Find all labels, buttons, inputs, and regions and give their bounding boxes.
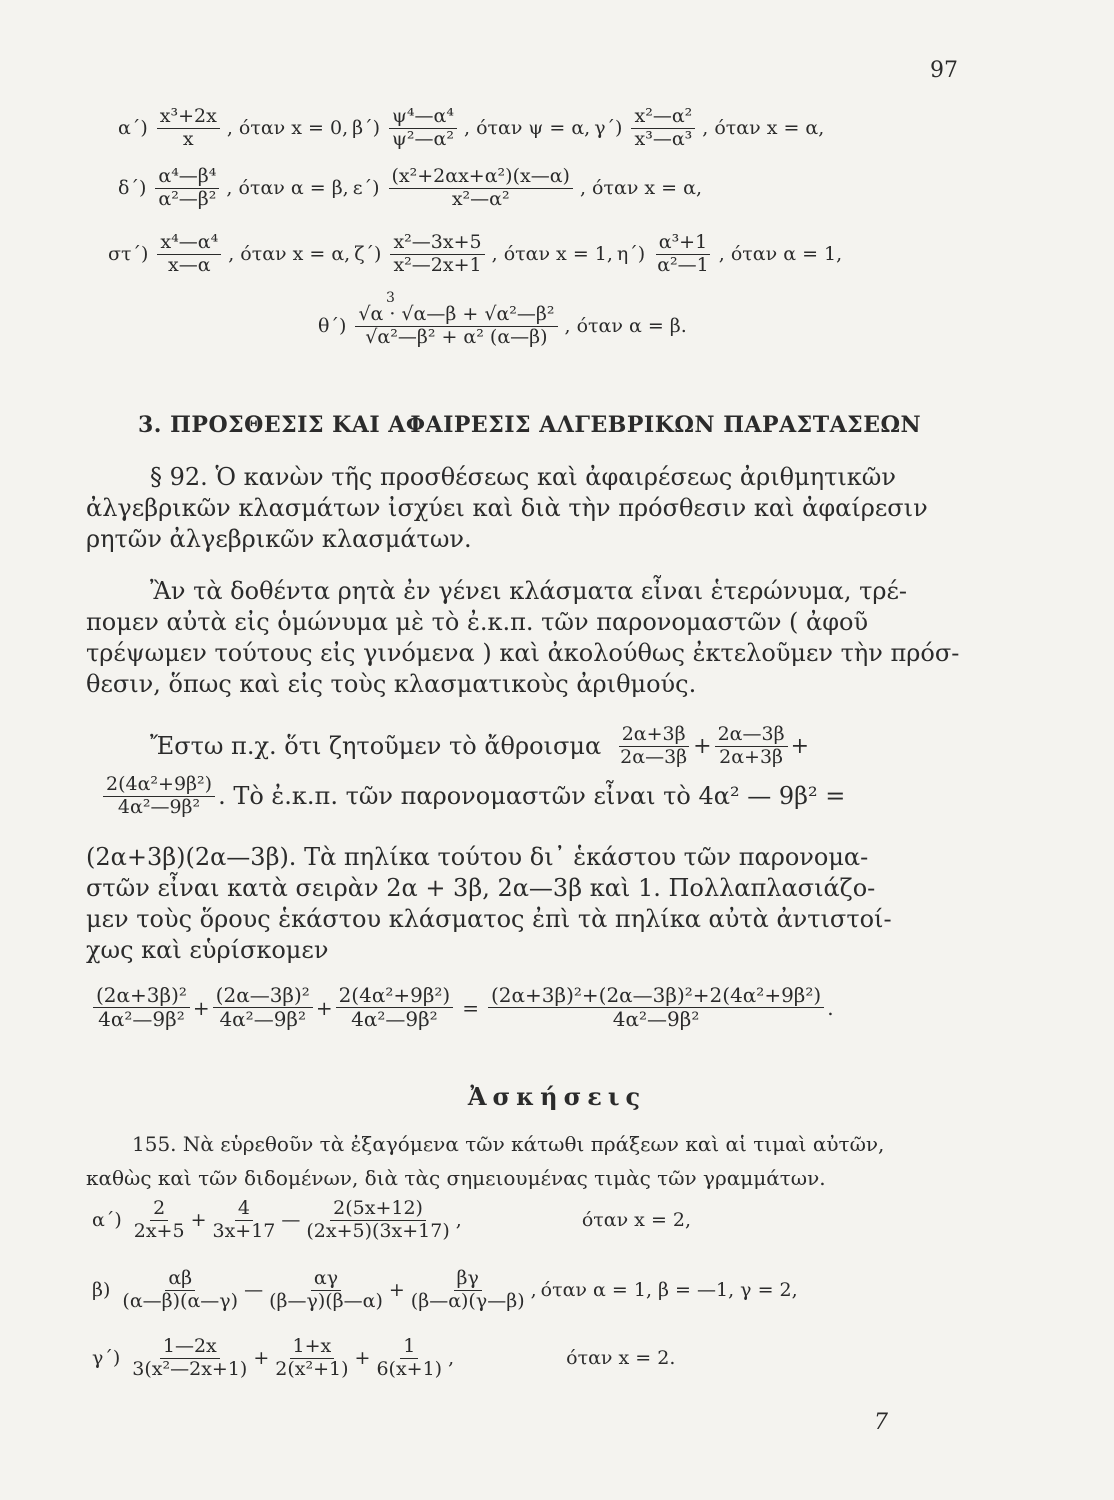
exercise-155-b: β) $\frac{\alpha\beta}{(\alpha—\beta)(\alpha—\gamma)}$ — $\frac{\alpha\gamma}{(\beta—\gamma)(\beta—\alpha)}$ + $\frac{\beta\gamma}{(\beta—\alpha)(\gamma—\beta)}$ , όταν α = 1, β = —1, γ = 2, bbox=[92, 1267, 798, 1312]
exercise-155-c: γ΄) $\frac{1—2x}{\text{3(x²—2x+1)}}$ + $\frac{1+x}{\text{2(x²+1)}}$ + $\frac{1}{6(x+1)}$ , όταν x = 2. bbox=[92, 1335, 676, 1380]
fraction-h: $\frac{\text{α³+1}}{\text{α²—1}}$ bbox=[657, 231, 709, 276]
ex-c-fraction-1: $\frac{1—2x}{\text{3(x²—2x+1)}}$ bbox=[132, 1335, 248, 1380]
exercise-155-line-2: καθὼς καὶ τῶν διδομένων, διὰ τὰς σημειουμένας τιμὰς τῶν γραμμάτων. bbox=[86, 1166, 826, 1190]
paragraph-line: χως καὶ εὑρίσκομεν bbox=[86, 936, 329, 964]
example-intro: Ἔστω π.χ. ὅτι ζητοῦμεν τὸ ἄθροισμα bbox=[150, 732, 602, 761]
example-result-equation: $\frac{\text{(2α+3β)²}}{\text{4α²—9β²}}$ + $\frac{\text{(2α—3β)²}}{\text{4α²—9β²}}$ + $\frac{\text{2(4α²+9β²)}}{\text{4α²—9β²}}$ = $\frac{\text{(2α+3β)²+(2α—3β)²+2(4α²+9β²)}}{\text{4α²—9β²}}$ . bbox=[90, 984, 834, 1031]
fraction-g: $\frac{\text{x²—3x+5}}{\text{x²—2x+1}}$ bbox=[390, 232, 484, 277]
label-g: ζ΄) bbox=[354, 243, 382, 266]
label-e: ε΄) bbox=[352, 177, 380, 200]
condition-i: , όταν α = β. bbox=[564, 315, 687, 338]
ex-c-condition: όταν x = 2. bbox=[566, 1347, 676, 1370]
paragraph-line: ἀλγεβρικῶν κλασμάτων ἰσχύει καὶ διὰ τὴν πρόσθεσιν καὶ ἀφαίρεσιν bbox=[86, 494, 928, 522]
condition-c: , όταν x = α, bbox=[702, 117, 825, 140]
paragraph-line: θεσιν, ὅπως καὶ εἰς τοὺς κλασματικοὺς ἀριθμούς. bbox=[86, 670, 697, 698]
paragraph-line: Ἂν τὰ δοθέντα ρητὰ ἐν γένει κλάσματα εἶναι ἑτερώνυμα, τρέ- bbox=[150, 577, 908, 605]
label-b: β΄) bbox=[352, 117, 381, 140]
result-fraction-3: $\frac{\text{2(4α²+9β²)}}{\text{4α²—9β²}}$ bbox=[336, 984, 454, 1031]
condition-g: , όταν x = 1, bbox=[491, 243, 613, 266]
fraction-e: $\frac{\text{(x²+2αx+α²)(x—α)}}{\text{x²—α²}}$ bbox=[389, 166, 573, 211]
paragraph-rule bbox=[86, 576, 966, 700]
condition-h: , όταν α = 1, bbox=[718, 243, 843, 266]
footer-mark: 7 bbox=[874, 1410, 888, 1435]
ex-c-fraction-2: $\frac{1+x}{\text{2(x²+1)}}$ bbox=[275, 1335, 349, 1380]
fraction-c: $\frac{\text{x²—α²}}{\text{x³—α³}}$ bbox=[631, 106, 695, 151]
section-heading: 3. ΠΡΟΣΘΕΣΙΣ ΚΑΙ ΑΦΑΙΡΕΣΙΣ ΑΛΓΕΒΡΙΚΩΝ ΠΑΡΑΣΤΑΣΕΩΝ bbox=[138, 412, 922, 438]
label-a: α΄) bbox=[118, 117, 148, 140]
condition-e: , όταν x = α, bbox=[579, 177, 702, 200]
exercise-row-1 bbox=[118, 106, 828, 151]
paragraph-line: ρητῶν ἀλγεβρικῶν κλασμάτων. bbox=[86, 525, 472, 553]
ex-b-fraction-2: $\frac{\alpha\gamma}{(\beta—\gamma)(\beta—\alpha)}$ bbox=[269, 1267, 383, 1312]
example-fraction-2: $\frac{2\alpha—3\beta}{2\alpha+3\beta}$ bbox=[715, 724, 788, 769]
example-lcm-line bbox=[100, 774, 845, 819]
result-fraction-4: $\frac{\text{(2α+3β)²+(2α—3β)²+2(4α²+9β²)}}{\text{4α²—9β²}}$ bbox=[488, 984, 824, 1031]
exercise-155-line-1: 155. Νὰ εὑρεθοῦν τὰ ἐξαγόμενα τῶν κάτωθι πράξεων καὶ αἱ τιμαὶ αὐτῶν, bbox=[132, 1132, 885, 1156]
cube-root-index: 3 bbox=[386, 290, 395, 306]
ex-b-condition: όταν α = 1, β = —1, γ = 2, bbox=[540, 1279, 798, 1302]
condition-d: , όταν α = β, bbox=[226, 177, 349, 200]
label-155-a: α΄) bbox=[92, 1209, 122, 1232]
fraction-d: $\frac{\text{α⁴—β⁴}}{\text{α²—β²}}$ bbox=[155, 166, 219, 211]
exercise-row-4 bbox=[318, 304, 691, 349]
fraction-b: $\frac{\text{ψ⁴—α⁴}}{\text{ψ²—α²}}$ bbox=[389, 106, 457, 151]
example-fraction-3: $\frac{\text{2(4α²+9β²)}}{\text{4α²—9β²}}$ bbox=[103, 774, 215, 819]
paragraph-line: § 92. Ὁ κανὼν τῆς προσθέσεως καὶ ἀφαιρέσεως ἀριθμητικῶν bbox=[150, 463, 896, 491]
ex-a-condition: όταν x = 2, bbox=[581, 1209, 692, 1232]
condition-a: , όταν x = 0, bbox=[226, 117, 349, 140]
result-fraction-1: $\frac{\text{(2α+3β)²}}{\text{4α²—9β²}}$ bbox=[93, 984, 190, 1031]
exercise-row-3 bbox=[108, 232, 846, 277]
paragraph-line: μεν τοὺς ὅρους ἑκάστου κλάσματος ἐπὶ τὰ πηλίκα αὐτὰ ἀντιστοί- bbox=[86, 905, 892, 933]
example-fraction-1: $\frac{2\alpha+3\beta}{2\alpha—3\beta}$ bbox=[620, 723, 688, 768]
fraction-f: $\frac{\text{x⁴—α⁴}}{x—\alpha}$ bbox=[157, 232, 221, 277]
paragraph-line: πομεν αὐτὰ εἰς ὁμώνυμα μὲ τὸ ἐ.κ.π. τῶν παρονομαστῶν ( ἀφοῦ bbox=[86, 608, 869, 636]
ex-a-fraction-3: $\frac{2(5x+12)}{(2x+5)(3x+17)}$ bbox=[306, 1197, 450, 1242]
condition-b: , όταν ψ = α, bbox=[463, 117, 591, 140]
example-lcm-text: . Τὸ ἐ.κ.π. τῶν παρονομαστῶν εἶναι τὸ 4α² — 9β² = bbox=[218, 782, 846, 811]
page-number: 97 bbox=[930, 58, 958, 83]
fraction-i: $\frac{\text{√α · √α—β + √α²—β²}}{\text{√α²—β² + α² (α—β)}}$ bbox=[355, 304, 557, 349]
example-intro-line: Ἔστω π.χ. ὅτι ζητοῦμεν τὸ ἄθροισμα $\frac{2\alpha+3\beta}{2\alpha—3\beta}$ + $\frac{2\alpha—3\beta}{2\alpha+3\beta}$ + bbox=[150, 723, 810, 768]
label-f: στ΄) bbox=[108, 243, 149, 266]
ex-c-fraction-3: $\frac{1}{6(x+1)}$ bbox=[376, 1335, 443, 1380]
label-155-c: γ΄) bbox=[92, 1347, 121, 1370]
label-d: δ΄) bbox=[118, 177, 147, 200]
ex-a-fraction-2: $\frac{4}{3x+17}$ bbox=[212, 1197, 276, 1242]
exercises-title: Ἀσκήσεις bbox=[467, 1082, 647, 1111]
ex-a-fraction-1: $\frac{2}{2x+5}$ bbox=[133, 1197, 185, 1242]
result-fraction-2: $\frac{\text{(2α—3β)²}}{\text{4α²—9β²}}$ bbox=[213, 984, 313, 1031]
label-i: θ΄) bbox=[318, 315, 347, 338]
ex-b-fraction-1: $\frac{\alpha\beta}{(\alpha—\beta)(\alpha—\gamma)}$ bbox=[122, 1267, 239, 1312]
exercise-row-2 bbox=[118, 166, 706, 211]
condition-f: , όταν x = α, bbox=[228, 243, 351, 266]
example-continuation bbox=[86, 842, 966, 966]
fraction-a: $\frac{\text{x³+2x}}{x}$ bbox=[157, 106, 220, 151]
label-155-b: β) bbox=[92, 1279, 111, 1302]
paragraph-line: τρέψωμεν τούτους εἰς γινόμενα ) καὶ ἀκολούθως ἐκτελοῦμεν τὴν πρόσ- bbox=[86, 639, 960, 667]
paragraph-line: (2α+3β)(2α—3β). Τὰ πηλίκα τούτου δι᾽ ἑκάστου τῶν παρονομα- bbox=[86, 843, 869, 871]
paragraph-92 bbox=[86, 462, 966, 555]
label-h: η΄) bbox=[616, 243, 646, 266]
paragraph-line: στῶν εἶναι κατὰ σειρὰν 2α + 3β, 2α—3β καὶ 1. Πολλαπλασιάζο- bbox=[86, 874, 876, 902]
label-c: γ΄) bbox=[594, 117, 623, 140]
exercise-155-a: α΄) $\frac{2}{2x+5}$ + $\frac{4}{3x+17}$ — $\frac{2(5x+12)}{(2x+5)(3x+17)}$ , όταν x = 2, bbox=[92, 1197, 692, 1242]
ex-b-fraction-3: $\frac{\beta\gamma}{(\beta—\alpha)(\gamma—\beta)}$ bbox=[410, 1267, 525, 1312]
